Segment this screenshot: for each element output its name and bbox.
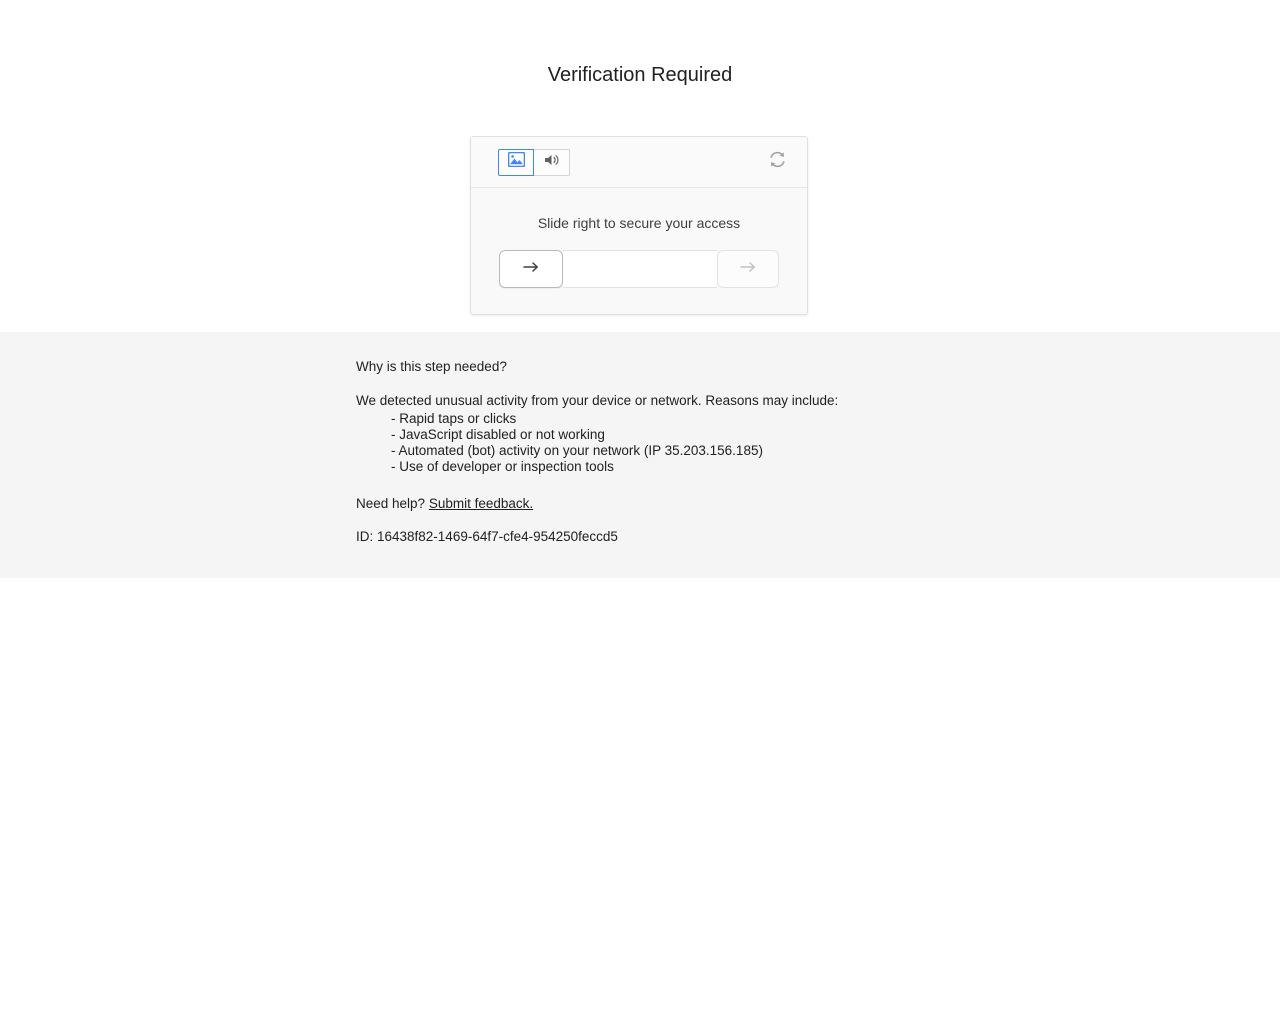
submit-feedback-link[interactable]: Submit feedback. xyxy=(428,496,534,511)
image-challenge-button[interactable] xyxy=(498,149,534,176)
help-prefix: Need help? xyxy=(356,496,426,511)
info-question: Why is this step needed? xyxy=(356,359,507,374)
captcha-prompt: Slide right to secure your access xyxy=(537,215,741,231)
list-item: - JavaScript disabled or not working xyxy=(391,427,605,442)
slider-handle[interactable] xyxy=(499,250,563,288)
challenge-mode-group xyxy=(498,149,570,176)
arrow-right-icon xyxy=(523,260,540,279)
refresh-challenge-button[interactable] xyxy=(765,150,789,174)
page-title: Verification Required xyxy=(547,64,733,87)
audio-icon xyxy=(544,153,560,172)
audio-challenge-button[interactable] xyxy=(534,149,570,176)
captcha-body xyxy=(471,188,807,314)
info-content xyxy=(0,332,1280,546)
list-item: - Rapid taps or clicks xyxy=(391,411,517,426)
refresh-icon xyxy=(768,150,787,174)
session-id: ID: 16438f82-1469-64f7-cfe4-954250feccd5 xyxy=(356,529,618,544)
captcha-widget xyxy=(470,136,810,315)
arrow-right-icon xyxy=(740,260,757,279)
slider-track[interactable] xyxy=(563,250,717,288)
slider-row xyxy=(471,250,807,288)
image-icon xyxy=(508,152,525,172)
info-panel xyxy=(0,332,1280,578)
reason-list xyxy=(356,411,1280,475)
list-item: - Automated (bot) activity on your network (IP 35.203.156.185) xyxy=(391,443,763,458)
slider-target xyxy=(717,250,779,288)
help-line xyxy=(356,495,1280,513)
captcha-box xyxy=(470,136,808,315)
captcha-header xyxy=(471,137,807,188)
list-item: - Use of developer or inspection tools xyxy=(391,459,614,474)
info-lead: We detected unusual activity from your device or network. Reasons may include: xyxy=(356,393,839,408)
